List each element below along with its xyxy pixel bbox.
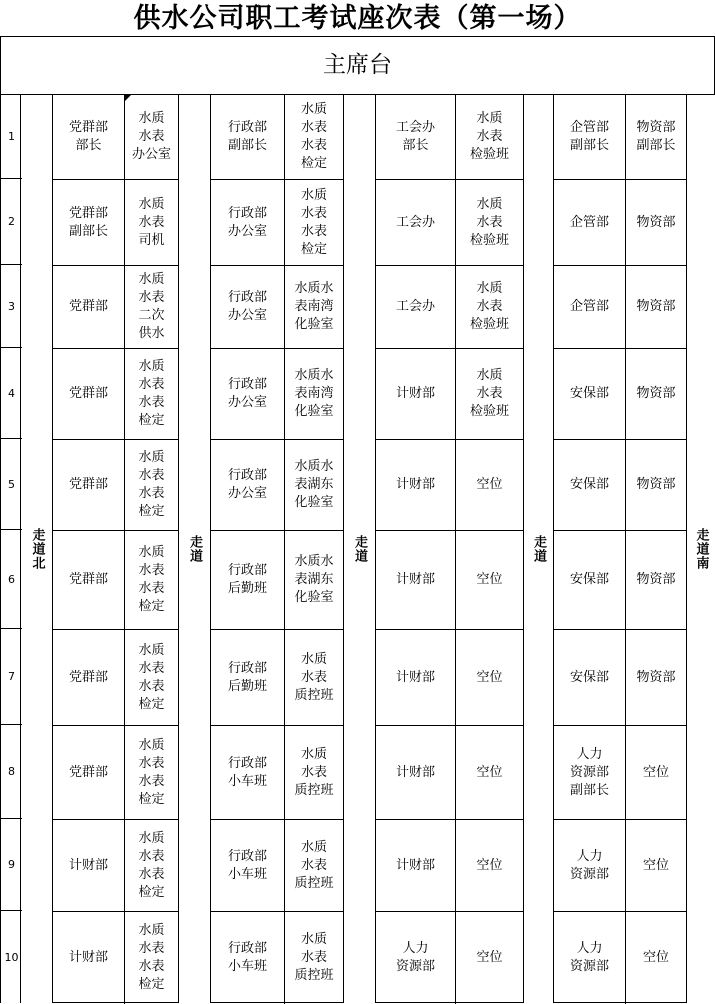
seat-cell-left: 党群部 (53, 348, 124, 439)
seat-cell-right: 空位 (455, 819, 523, 911)
seat-cell-right: 空位 (455, 911, 523, 1004)
seat-cell-left: 人力 资源部 (554, 911, 625, 1004)
rostrum-label: 主席台 (0, 36, 715, 95)
seat-cell-right: 水质 水表 办公室 (124, 95, 178, 179)
seat-block-2 (210, 94, 344, 1003)
seat-cell-left: 行政部 后勤班 (211, 629, 284, 725)
seat-cell-right: 水质水 表湖东 化验室 (284, 439, 343, 530)
row-number: 2 (1, 178, 22, 264)
aisle-text: 走道 (187, 534, 202, 563)
page-title: 供水公司职工考试座次表（第一场） (133, 3, 582, 34)
aisle-text: 走道 (531, 534, 546, 563)
seat-cell-left: 工会办 (376, 265, 455, 348)
aisle-text: 走道 (352, 534, 367, 563)
seat-cell-left: 党群部 (53, 530, 124, 629)
row-number: 6 (1, 529, 22, 628)
row-number: 3 (1, 264, 22, 347)
seat-cell-right: 水质 水表 检验班 (455, 348, 523, 439)
seat-cell-right: 空位 (455, 629, 523, 725)
row-number: 1 (8, 129, 15, 143)
seat-cell-left: 计财部 (53, 819, 124, 911)
seat-cell-left: 工会办 部长 (395, 120, 435, 153)
seat-cell-left: 行政部 办公室 (211, 439, 284, 530)
seat-cell-left: 计财部 (376, 819, 455, 911)
seat-cell-right: 水质 水表 水表 检定 (124, 530, 178, 629)
aisle-text: 走道北 (29, 527, 45, 570)
seat-cell-right: 空位 (625, 911, 686, 1004)
row-number: 5 (1, 438, 22, 529)
seat-cell-left: 安保部 (554, 439, 625, 530)
seat-cell-left: 人力 资源部 (376, 911, 455, 1004)
seat-block-4 (553, 94, 687, 1003)
seat-cell-right: 水质 水表 质控班 (284, 629, 343, 725)
aisle-label (179, 94, 210, 1003)
seat-cell-left: 党群部 (53, 725, 124, 819)
seat-cell-right: 水质 水表 检验班 (455, 95, 523, 179)
seat-cell-right: 空位 (455, 530, 523, 629)
seat-cell-right: 水质水 表湖东 化验室 (284, 530, 343, 629)
comment-marker-icon (125, 95, 131, 101)
seat-cell-left: 计财部 (376, 530, 455, 629)
row-number: 10 (1, 910, 22, 1003)
seat-cell-left: 人力 资源部 副部长 (554, 725, 625, 819)
seat-cell-left: 行政部 副部长 (227, 120, 267, 153)
seat-cell-right: 水质 水表 质控班 (284, 911, 343, 1004)
seat-cell-left: 计财部 (53, 911, 124, 1004)
seat-cell-left: 安保部 (554, 348, 625, 439)
seat-cell-right: 水质 水表 水表 检定 (124, 629, 178, 725)
seat-cell-left: 计财部 (376, 348, 455, 439)
seat-cell-right: 物资部 (625, 530, 686, 629)
seat-cell-right: 水质 水表 水表 检定 (124, 819, 178, 911)
seat-cell-left: 党群部 (53, 629, 124, 725)
row-number: 7 (1, 628, 22, 724)
seat-cell-right: 水质 水表 水表 检定 (124, 725, 178, 819)
seat-cell-left: 计财部 (376, 725, 455, 819)
seat-cell-right: 空位 (455, 439, 523, 530)
seat-cell-left: 党群部 (53, 439, 124, 530)
seat-cell-left: 行政部 小车班 (211, 725, 284, 819)
row-number: 4 (1, 347, 22, 438)
seat-cell-left: 行政部 办公室 (211, 348, 284, 439)
aisle-label (687, 94, 715, 1003)
seat-cell-right: 物资部 (625, 348, 686, 439)
seat-block-3 (375, 94, 524, 1003)
seat-block-1 (52, 94, 179, 1003)
seat-cell-right: 物资部 (625, 179, 686, 265)
seat-cell-right: 水质 水表 检验班 (455, 265, 523, 348)
seat-cell-right: 物资部 (625, 629, 686, 725)
seat-cell-right: 空位 (625, 725, 686, 819)
seat-cell-right: 物资部 (625, 439, 686, 530)
seat-cell-left: 工会办 (376, 179, 455, 265)
seat-cell-left: 党群部 副部长 (53, 179, 124, 265)
seat-cell-left: 行政部 小车班 (211, 819, 284, 911)
seat-cell-left: 企管部 副部长 (569, 120, 609, 153)
aisle-label (524, 94, 553, 1003)
seat-cell-right: 水质 水表 质控班 (284, 819, 343, 911)
seat-cell-left: 计财部 (376, 629, 455, 725)
seat-cell-right: 水质 水表 水表 检定 (124, 348, 178, 439)
seat-cell-left: 行政部 小车班 (211, 911, 284, 1004)
seat-cell-right: 水质 水表 检验班 (455, 179, 523, 265)
seat-cell-left: 党群部 (53, 265, 124, 348)
seat-cell-right: 水质 水表 司机 (124, 179, 178, 265)
seat-cell-right: 物资部 副部长 (625, 95, 686, 179)
seat-cell-right: 空位 (455, 725, 523, 819)
seat-cell-right: 水质 水表 质控班 (284, 725, 343, 819)
row-number-column (0, 94, 21, 1003)
seat-cell-left: 人力 资源部 (554, 819, 625, 911)
seat-cell-right: 水质 水表 二次 供水 (124, 265, 178, 348)
seat-cell-left: 企管部 (554, 179, 625, 265)
aisle-label (22, 94, 52, 1003)
seat-cell-left: 安保部 (554, 530, 625, 629)
seat-cell-left: 行政部 办公室 (211, 179, 284, 265)
seat-cell-left: 行政部 办公室 (211, 265, 284, 348)
seat-cell-right: 水质水 表南湾 化验室 (284, 265, 343, 348)
seat-cell-left: 企管部 (554, 265, 625, 348)
seat-cell-right: 水质 水表 水表 检定 (124, 911, 178, 1004)
row-number: 9 (1, 818, 22, 910)
aisle-text: 走道南 (693, 527, 709, 570)
row-number: 8 (1, 724, 22, 818)
seat-cell-right: 空位 (625, 819, 686, 911)
aisle-label (344, 94, 375, 1003)
seat-cell-right: 物资部 (625, 265, 686, 348)
seat-cell-left: 党群部 部长 (68, 120, 108, 153)
seat-cell-left: 安保部 (554, 629, 625, 725)
seat-cell-right: 水质 水表 水表 检定 (284, 179, 343, 265)
seat-cell-left: 计财部 (376, 439, 455, 530)
seat-cell-left: 行政部 后勤班 (211, 530, 284, 629)
seat-cell-right: 水质水 表南湾 化验室 (284, 348, 343, 439)
seat-cell-right: 水质 水表 水表 检定 (284, 95, 343, 179)
seat-cell-right: 水质 水表 水表 检定 (124, 439, 178, 530)
